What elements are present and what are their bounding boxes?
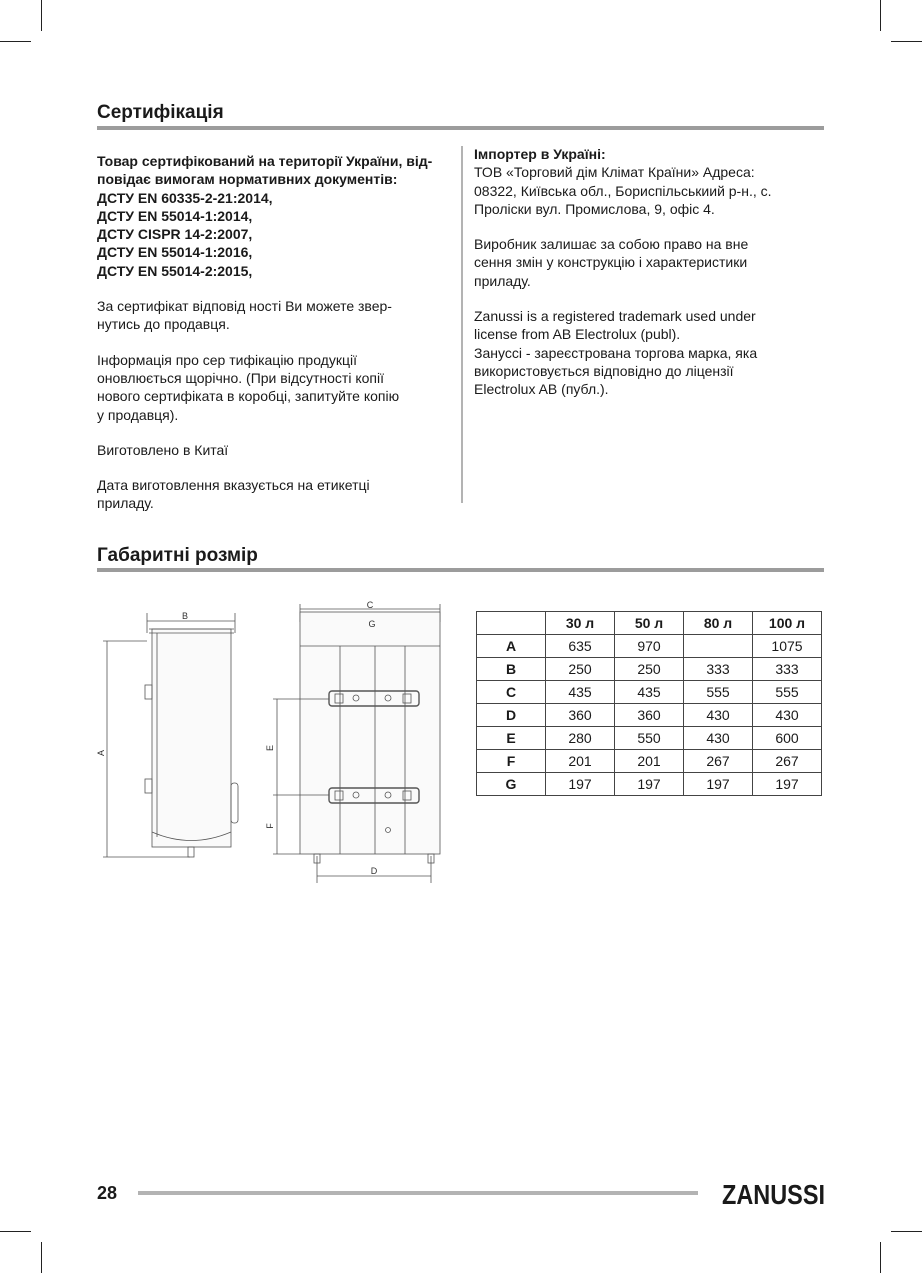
- table-row: [477, 681, 822, 704]
- seller-paragraph: [97, 297, 453, 334]
- table-row: [477, 635, 822, 658]
- importer-heading: Імпортер в Україні:: [474, 146, 606, 162]
- table-cell: 1075: [753, 635, 822, 658]
- page-number: 28: [97, 1183, 118, 1203]
- crop-mark: [880, 1242, 881, 1273]
- text-line: приладу.: [97, 495, 154, 512]
- table-cell: 250: [546, 658, 615, 681]
- text-line: приладу.: [474, 272, 531, 289]
- table-header-cell: 30 л: [546, 612, 615, 635]
- text-line: нутись до продавця.: [97, 316, 230, 333]
- certification-right-column: [474, 145, 824, 416]
- text-line: ТОВ «Торговий дім Клімат Країни» Адреса:: [474, 164, 755, 181]
- table-cell: 197: [546, 773, 615, 796]
- trademark-paragraph: [474, 307, 824, 398]
- side-view-diagram: [95, 607, 250, 867]
- standards-line: ДСТУ EN 55014-1:2016,: [97, 244, 253, 261]
- dim-label-a: A: [96, 749, 106, 757]
- front-view-diagram: [265, 598, 465, 883]
- table-cell: F: [477, 750, 546, 773]
- text-line: Zanussi is a registered trademark used under: [474, 308, 756, 325]
- text-line: Electrolux AB (публ.).: [474, 381, 609, 398]
- table-cell: 197: [684, 773, 753, 796]
- table-header-cell: [477, 612, 546, 635]
- table-cell: 555: [753, 681, 822, 704]
- brand-logo-text: ZANUSSI: [722, 1179, 825, 1210]
- made-in-paragraph: [97, 441, 453, 459]
- table-cell: 250: [615, 658, 684, 681]
- crop-mark: [41, 0, 42, 31]
- text-line: Дата виготовлення вказується на етикетці: [97, 477, 370, 494]
- text-line: нового сертифіката в коробці, запитуйте копію: [97, 388, 400, 405]
- dimensions-title: Габаритні розмір: [97, 545, 258, 566]
- importer-paragraph: [474, 145, 824, 218]
- text-line: сення змін у конструкцію і характеристики: [474, 254, 748, 271]
- table-cell: 197: [615, 773, 684, 796]
- table-cell: 280: [546, 727, 615, 750]
- table-cell: 197: [753, 773, 822, 796]
- standards-block: [97, 152, 453, 280]
- table-cell: 201: [546, 750, 615, 773]
- table-cell: A: [477, 635, 546, 658]
- table-row: [477, 658, 822, 681]
- table-cell: 435: [615, 681, 684, 704]
- text-line: Зануссі - зареєстрована торгова марка, яка: [474, 344, 758, 361]
- text-line: у продавця).: [97, 406, 179, 423]
- table-cell: C: [477, 681, 546, 704]
- table-cell: 555: [684, 681, 753, 704]
- text-line: Інформація про сер тифікацію продукції: [97, 351, 357, 368]
- text-line: оновлюється щорічно. (При відсутності копії: [97, 369, 384, 386]
- table-cell: 430: [684, 704, 753, 727]
- table-cell: 267: [753, 750, 822, 773]
- text-line: 08322, Київська обл., Бориспільськиий р-н., с.: [474, 182, 772, 199]
- table-cell: 267: [684, 750, 753, 773]
- standards-line: повідає вимогам нормативних документів:: [97, 171, 398, 188]
- crop-mark: [41, 1242, 42, 1273]
- table-cell: 970: [615, 635, 684, 658]
- standards-line: ДСТУ EN 60335-2-21:2014,: [97, 189, 273, 206]
- crop-mark: [0, 1231, 31, 1232]
- text-line: license from AB Electrolux (publ).: [474, 326, 681, 343]
- table-header-cell: 50 л: [615, 612, 684, 635]
- manufacture-date-paragraph: [97, 476, 453, 513]
- table-cell: [684, 635, 753, 658]
- standards-line: ДСТУ EN 55014-1:2014,: [97, 207, 253, 224]
- table-cell: B: [477, 658, 546, 681]
- dim-label-e: E: [265, 744, 275, 752]
- rights-paragraph: [474, 235, 824, 290]
- certificate-info-paragraph: [97, 351, 453, 424]
- certification-left-column: [97, 152, 453, 530]
- section-rule: [97, 126, 824, 130]
- certification-title: Сертифікація: [97, 102, 224, 123]
- footer-rule: [138, 1191, 698, 1195]
- table-row: [477, 773, 822, 796]
- table-cell: 435: [546, 681, 615, 704]
- column-divider: [461, 146, 463, 503]
- table-row: [477, 704, 822, 727]
- table-cell: G: [477, 773, 546, 796]
- table-cell: 550: [615, 727, 684, 750]
- table-header-cell: 100 л: [753, 612, 822, 635]
- standards-line: Товар сертифікований на території України, від-: [97, 153, 433, 169]
- dim-label-f: F: [265, 823, 275, 829]
- table-cell: 333: [753, 658, 822, 681]
- zanussi-logo: [722, 1178, 825, 1208]
- table-row: [477, 727, 822, 750]
- table-row: [477, 750, 822, 773]
- table-cell: 201: [615, 750, 684, 773]
- section-rule: [97, 568, 824, 572]
- table-cell: D: [477, 704, 546, 727]
- dim-label-g: G: [368, 619, 376, 629]
- crop-mark: [891, 1231, 922, 1232]
- crop-mark: [880, 0, 881, 31]
- table-cell: 600: [753, 727, 822, 750]
- dimensions-table: [476, 611, 822, 796]
- table-cell: 360: [546, 704, 615, 727]
- table-header-cell: 80 л: [684, 612, 753, 635]
- table-cell: 430: [753, 704, 822, 727]
- dim-label-b: B: [181, 611, 189, 621]
- dim-label-c: C: [366, 600, 374, 610]
- dim-label-d: D: [370, 866, 378, 876]
- table-cell: 360: [615, 704, 684, 727]
- table-cell: 333: [684, 658, 753, 681]
- table-header-row: [477, 612, 822, 635]
- standards-line: ДСТУ EN 55014-2:2015,: [97, 262, 253, 279]
- text-line: Виробник залишає за собою право на вне: [474, 236, 749, 253]
- crop-mark: [0, 41, 31, 42]
- table-cell: 430: [684, 727, 753, 750]
- standards-line: ДСТУ CISPR 14-2:2007,: [97, 226, 253, 243]
- text-line: Виготовлено в Китаї: [97, 441, 229, 458]
- text-line: Пролiски вул. Промислова, 9, офіс 4.: [474, 200, 715, 217]
- table-cell: E: [477, 727, 546, 750]
- text-line: За сертифікат відповід ності Ви можете звер-: [97, 298, 392, 315]
- text-line: використовується відповідно до ліцензії: [474, 362, 734, 379]
- crop-mark: [891, 41, 922, 42]
- table-cell: 635: [546, 635, 615, 658]
